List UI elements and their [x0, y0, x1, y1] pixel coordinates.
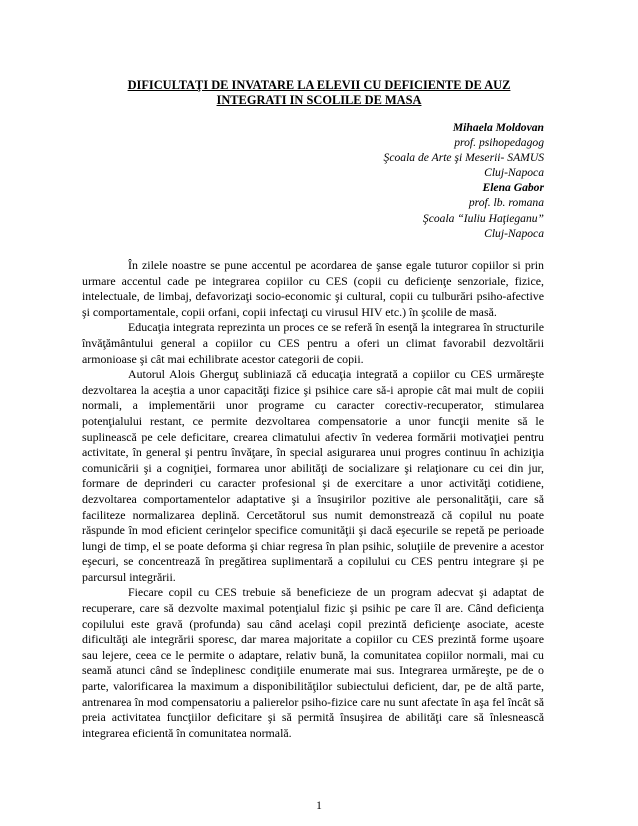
author-block — [384, 120, 544, 241]
paragraph: În zilele noastre se pune accentul pe acordarea de şanse egale tuturor copiilor si prin urmare accentul cade pe integrarea copiilor cu CES (copii cu deficienţe senzoriale, fizice, intelectuale, de limbaj, defavorizaţi socio-economic şi cultural, copii cu tulburări psiho-afective şi comportamentale, copii orfani, copii infectaţi cu virusul HIV etc.) în şcolile de masă. — [82, 258, 544, 319]
author-1-name: Mihaela Moldovan — [452, 121, 544, 134]
page-number: 1 — [316, 800, 322, 812]
paragraph: Educaţia integrata reprezinta un proces ce se referă în esenţă la integrarea în structurile învăţământului general a copiilor cu CES pentru a oferi un climat favorabil dezvoltării armonioase şi cât mai echilibrate acestor categorii de copii. — [82, 320, 544, 366]
author-2-role: prof. lb. romana — [468, 196, 544, 210]
paragraph: Autorul Alois Gherguţ subliniază că educaţia integrată a copiilor cu CES urmăreşte dezvoltarea la aceştia a unor capacităţi fizice şi psihice care să-i apropie cât mai mult de copiii normali, a implementării unor programe cu caracter corectiv-recuperator, stimularea potenţialului restant, ce permite dezvoltarea compensatorie a unor funcţii menite să le suplinească pe cele deficitare, crearea climatului afectiv în vederea formării motivaţiei pentru activitate, în general şi pentru învăţare, în special asigurarea unui progres continuu în achiziţia comunicării şi a cogniţiei, formarea unor abilităţi de socializare şi relaţionare cu cei din jur, formare de deprinderi cu caracter profesional şi de exercitare a unor activităţi cotidiene, dezvoltarea comportamentelor adaptative şi a însuşirilor pozitive ale personalităţii, care să faciliteze normalizarea deplină. Cercetătorul sus numit demonstrează că copilul nu poate răspunde în mod eficient cerinţelor specifice comunităţii şi dacă eşecurile se repetă pe perioade lungi de timp, el se poate deforma şi chiar regresa în plan psihic, soluţiile de prevenire a acestor eşecuri, se concentrează în pregătirea suplimentară a copilului cu CES pentru integrare şi pe parcursul integrării. — [82, 367, 544, 584]
author-2-school: Şcoala “Iuliu Haţieganu” — [422, 211, 544, 225]
author-2-city: Cluj-Napoca — [484, 226, 544, 240]
document-title — [60, 78, 578, 108]
paragraph: Fiecare copil cu CES trebuie să beneficieze de un program adecvat şi adaptat de recuperare, care să dezvolte maximal potenţialul fizic şi psihic pe care îl are. Când deficienţa copilului este gravă (profunda) sau când acelaşi copil prezintă deficienţe asociate, aceste dificultăţi ale integrării sporesc, dar marea majoritate a copiilor cu CES prezintă forme uşoare sau lejere, ceea ce le permite o adaptare, relativ bună, la comunitatea copiilor normali, mai cu seamă atunci când se îndeplinesc condiţiile enumerate mai sus. Integrarea urmăreşte, pe de o parte, valorificarea la maximum a disponibilităţilor subiectului deficient, dar, pe de altă parte, antrenarea în mod compensatoriu a palierelor psiho-fizice care nu sunt afectate în aşa fel încât să preia activitatea funcţiilor deficitare şi să permită însuşirea de abilităţi care să înlesnească integrarea eficientă în comunitatea normală. — [82, 585, 544, 740]
author-1-school: Şcoala de Arte şi Meserii- SAMUS — [383, 151, 544, 165]
author-1-city: Cluj-Napoca — [484, 166, 544, 180]
title-line-1: DIFICULTAŢI DE INVATARE LA ELEVII CU DEFICIENTE DE AUZ — [127, 78, 511, 92]
title-line-2: INTEGRATI IN SCOLILE DE MASA — [216, 93, 422, 107]
author-1-role: prof. psihopedagog — [454, 136, 544, 150]
body-text — [82, 258, 544, 741]
author-2-name: Elena Gabor — [482, 181, 544, 195]
